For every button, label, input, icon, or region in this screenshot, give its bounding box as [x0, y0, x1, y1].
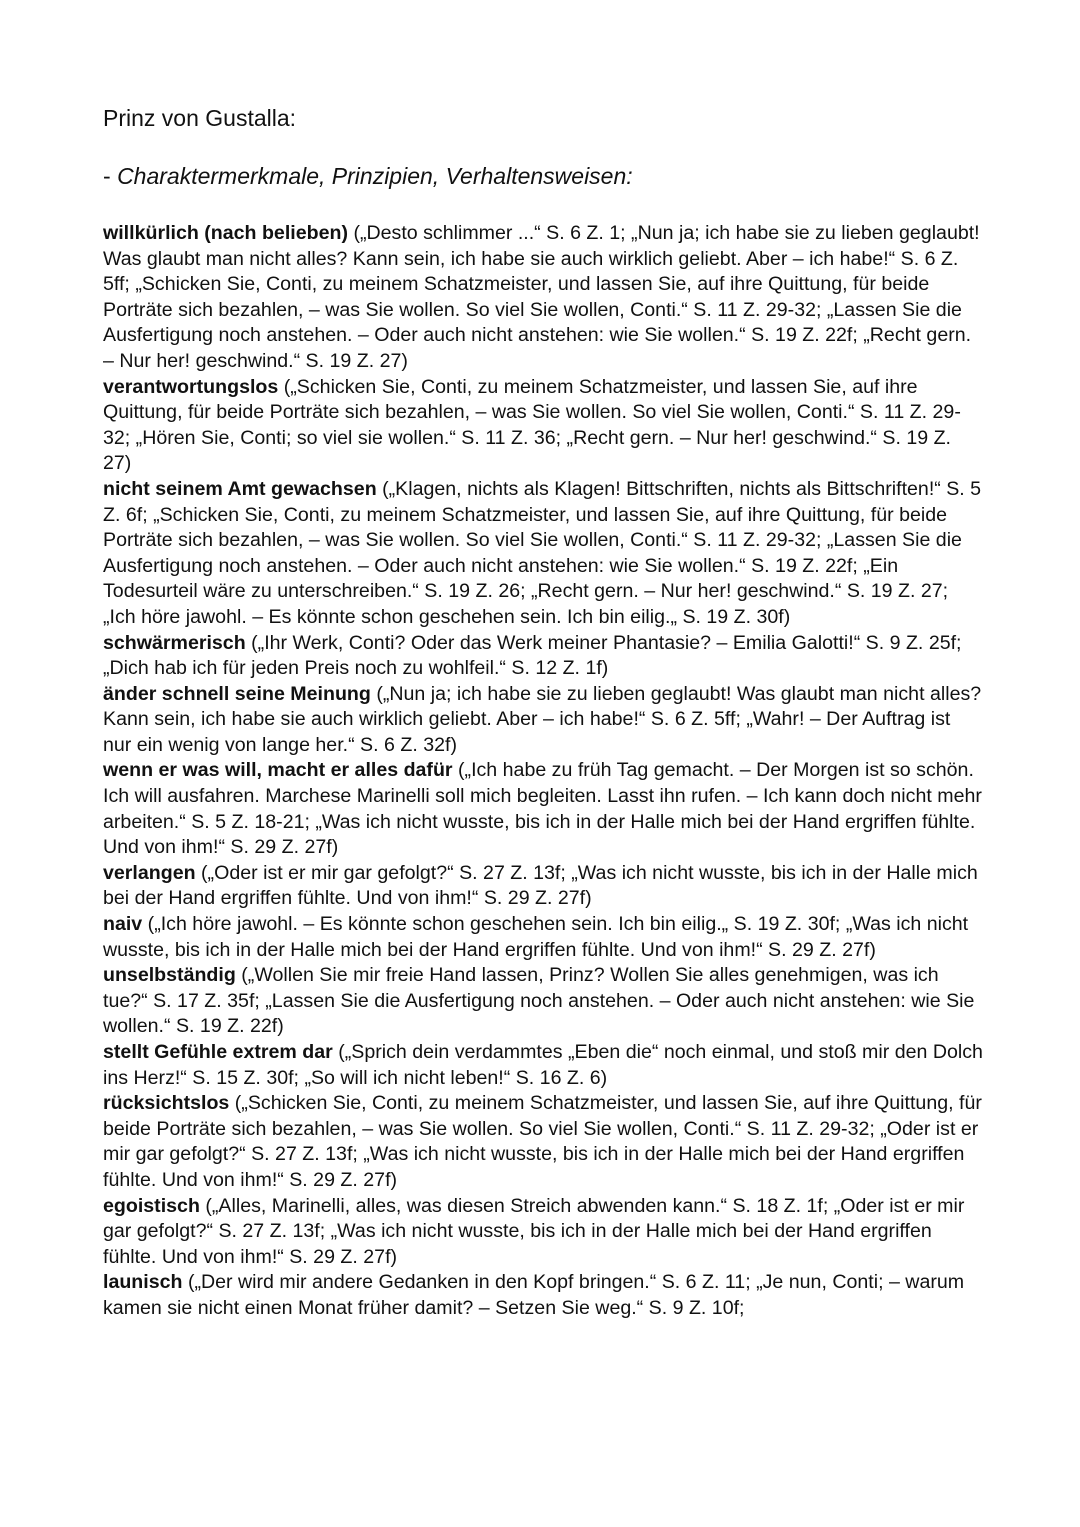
trait-name: stellt Gefühle extrem dar — [103, 1041, 333, 1063]
trait-evidence: („Der wird mir andere Gedanken in den Kopf bringen.“ S. 6 Z. 11; „Je nun, Conti; – warum kamen sie nicht einen Monat früher damit? – Setzen Sie weg.“ S. 9 Z. 10f; — [103, 1271, 965, 1319]
trait-name: rücksichtslos — [103, 1092, 230, 1115]
trait-name: naiv — [103, 913, 143, 936]
trait-name: willkürlich (nach belieben) — [103, 222, 348, 244]
trait-name: launisch — [103, 1271, 183, 1294]
trait-evidence: („Sprich dein verdammtes „Eben die“ noch einmal, und stoß mir den Dolch ins Herz!“ S. 15 Z. 30f; „So will ich nicht leben!“ S. 16 Z. 6) — [103, 1041, 983, 1089]
trait-evidence: („Nun ja; ich habe sie zu lieben geglaubt! Was glaubt man nicht alles? Kann sein, ich habe sie auch wirklich geliebt. Aber – ich habe!“ S. 6 Z. 5ff; „Wahr! – Der Auftrag ist nur ein wenig von lange her.“ S. 6 Z. 32f) — [103, 682, 982, 756]
trait-evidence: („Wollen Sie mir freie Hand lassen, Prinz? Wollen Sie alles genehmigen, was ich tue?“ S. 17 Z. 35f; „Lassen Sie die Ausfertigung noch anstehen. – Oder auch nicht anstehen: wie Sie wollen.“ S. 19 Z. 22f) — [103, 964, 975, 1038]
trait-nicht-seinem-amt-gewachsen — [103, 477, 983, 631]
trait-evidence: („Schicken Sie, Conti, zu meinem Schatzmeister, und lassen Sie, auf ihre Quittung, für beide Porträte sich bezahlen, – was Sie wollen. So viel Sie wollen, Conti.“ S. 11 Z. 29-32; „Oder ist er mir gar gefolgt?“ S. 27 Z. 13f; „Was ich nicht wusste, bis ich in der Halle mich bei der Hand ergriffen fühlte. Und von ihm!“ S. 29 Z. 27f) — [103, 1092, 982, 1191]
trait-name: schwärmerisch — [103, 631, 246, 654]
trait-evidence: („Alles, Marinelli, alles, was diesen Streich abwenden kann.“ S. 18 Z. 1f; „Oder ist er mir gar gefolgt?“ S. 27 Z. 13f; „Was ich nicht wusste, bis ich in der Halle mich bei der Hand ergriffen fühlte. Und von ihm!“ S. 29 Z. 27f) — [103, 1194, 965, 1268]
trait-aender-schnell-seine-meinung — [103, 682, 983, 759]
trait-launisch — [103, 1270, 983, 1321]
section-heading — [103, 161, 633, 191]
trait-evidence: („Klagen, nichts als Klagen! Bittschriften, nichts als Bittschriften!“ S. 5 Z. 6f; „Schicken Sie, Conti, zu meinem Schatzmeister, und lassen Sie, auf ihre Quittung, für beide Porträte sich bezahlen, – was Sie wollen. So viel Sie wollen, Conti.“ S. 11 Z. 29-32; „Lassen Sie die Ausfertigung noch anstehen. – Oder auch nicht anstehen: wie Sie wollen.“ S. 19 Z. 22f; „Ein Todesurteil wäre zu unterschreiben.“ S. 19 Z. 26; „Recht gern. – Nur her! geschwind.“ S. 19 Z. 27; „Ich höre jawohl. – Es könnte schon geschehen sein. Ich bin eilig.„ S. 19 Z. 30f) — [103, 477, 982, 628]
trait-name: verlangen — [103, 861, 196, 884]
trait-verantwortungslos — [103, 375, 983, 477]
trait-name: wenn er was will, macht er alles dafür — [103, 759, 453, 782]
trait-evidence: („Desto schlimmer ...“ S. 6 Z. 1; „Nun ja; ich habe sie zu lieben geglaubt! Was glaubt man nicht alles? Kann sein, ich habe sie auch wirklich geliebt. Aber – ich habe!“ S. 6 Z. 5ff; „Schicken Sie, Conti, zu meinem Schatzmeister, und lassen Sie, auf ihre Quittung, für beide Porträte sich bezahlen, – was Sie wollen. So viel Sie wollen, Conti.“ S. 11 Z. 29-32; „Lassen Sie die Ausfertigung noch anstehen. – Oder auch nicht anstehen: wie Sie wollen.“ S. 19 Z. 22f; „Recht gern. – Nur her! geschwind.“ S. 19 Z. 27) — [103, 222, 980, 372]
trait-macht-alles-dafuer — [103, 758, 983, 860]
trait-name: nicht seinem Amt gewachsen — [103, 477, 377, 500]
section-heading-text: Charaktermerkmale, Prinzipien, Verhaltensweisen: — [117, 163, 633, 189]
trait-name: änder schnell seine Meinung — [103, 682, 371, 705]
trait-name: verantwortungslos — [103, 375, 279, 398]
trait-naiv — [103, 912, 983, 963]
trait-name: unselbständig — [103, 964, 236, 987]
trait-egoistisch — [103, 1194, 983, 1271]
trait-evidence: („Oder ist er mir gar gefolgt?“ S. 27 Z. 13f; „Was ich nicht wusste, bis ich in der Halle mich bei der Hand ergriffen fühlte. Und von ihm!“ S. 29 Z. 27f) — [103, 861, 978, 910]
trait-list — [103, 221, 983, 1322]
trait-evidence: („Ich höre jawohl. – Es könnte schon geschehen sein. Ich bin eilig.„ S. 19 Z. 30f; „Was ich nicht wusste, bis ich in der Halle mich bei der Hand ergriffen fühlte. Und von ihm!“ S. 29 Z. 27f) — [103, 913, 969, 961]
trait-unselbstaendig — [103, 963, 983, 1040]
trait-schwaermerisch — [103, 631, 983, 682]
trait-verlangen — [103, 861, 983, 912]
trait-stellt-gefuehle-extrem-dar — [103, 1040, 983, 1091]
trait-evidence: („Ich habe zu früh Tag gemacht. – Der Morgen ist so schön. Ich will ausfahren. Marchese Marinelli soll mich begleiten. Lasst ihn rufen. – Ich kann doch nicht mehr arbeiten.“ S. 5 Z. 18-21; „Was ich nicht wusste, bis ich in der Halle mich bei der Hand ergriffen fühlte. Und von ihm!“ S. 29 Z. 27f) — [103, 759, 982, 859]
trait-evidence: („Schicken Sie, Conti, zu meinem Schatzmeister, und lassen Sie, auf ihre Quittung, für beide Porträte sich bezahlen, – was Sie wollen. So viel Sie wollen, Conti.“ S. 11 Z. 29-32; „Hören Sie, Conti; so viel sie wollen.“ S. 11 Z. 36; „Recht gern. – Nur her! geschwind.“ S. 19 Z. 27) — [103, 375, 961, 475]
trait-willkuerlich — [103, 221, 983, 375]
trait-ruecksichtslos — [103, 1091, 983, 1193]
section-heading-dash: - — [103, 163, 118, 189]
trait-name: egoistisch — [103, 1194, 200, 1217]
trait-evidence: („Ihr Werk, Conti? Oder das Werk meiner Phantasie? – Emilia Galotti!“ S. 9 Z. 25f; „Dich hab ich für jeden Preis noch zu wohlfeil.“ S. 12 Z. 1f) — [103, 631, 962, 680]
document-title: Prinz von Gustalla: — [103, 105, 297, 131]
